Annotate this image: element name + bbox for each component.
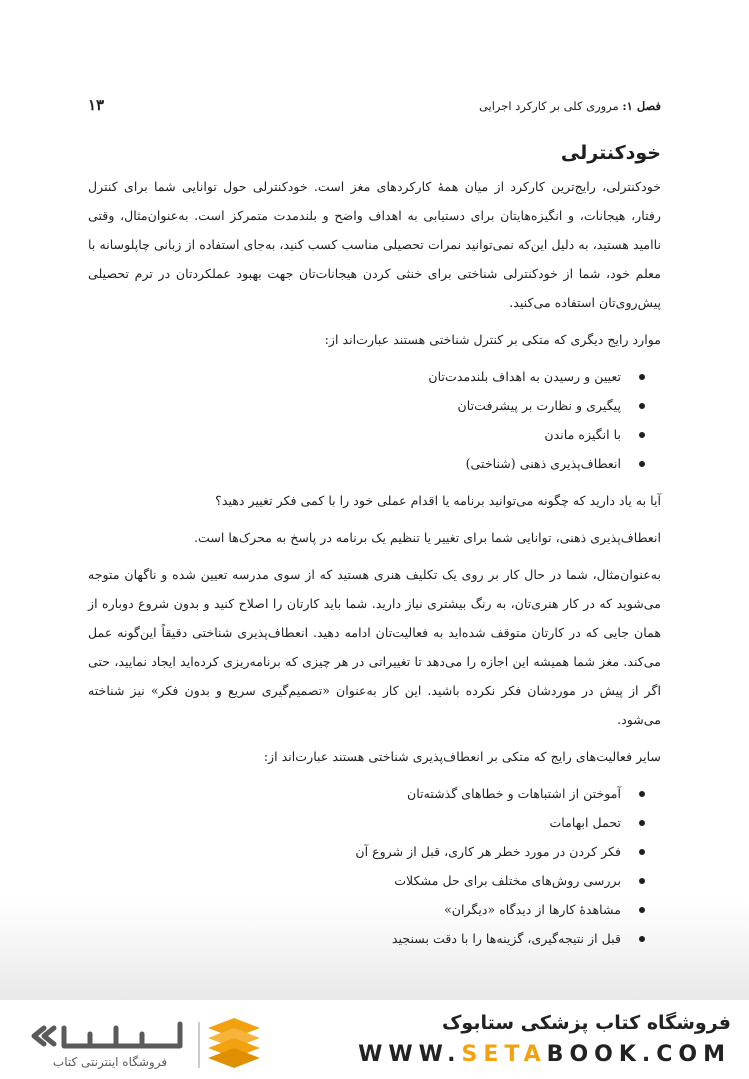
page-number: ۱۳ (88, 96, 105, 114)
list-item: با انگیزه ماندن (88, 420, 621, 449)
running-header (88, 96, 661, 120)
bullet-list (88, 779, 661, 953)
paragraph: موارد رایج دیگری که متکی بر کنترل شناختی هستند عبارت‌اند از: (324, 332, 661, 347)
list-item: تحمل ابهامات (88, 808, 621, 837)
store-banner (0, 1000, 749, 1079)
url-accent: SETA (461, 1042, 547, 1067)
paragraph: خودکنترلی، رایج‌ترین کارکرد از میان همهٔ کارکردهای مغز است. خودکنترلی حول توانایی شما برای کنترل رفتار، هیجانات، و انگیزه‌هایتان برای دستیابی به اهداف واضح و بلندمدت متمرکز است. به‌عنوان‌مثال، وقتی ناامید هستید، به دلیل این‌که نمی‌توانید نمرات تحصیلی مناسب کسب کنید، به‌جای استفاده از زبانی چاپلوسانه با معلم خود، شما از خودکنترلی شناختی برای خنثی کردن هیجانات‌تان جهت بهبود عملکردتان در ترم تحصیلی پیش‌روی‌تان استفاده می‌کنید. (88, 179, 661, 310)
paragraph: سایر فعالیت‌های رایج که متکی بر انعطاف‌پذیری شناختی هستند عبارت‌اند از: (263, 749, 661, 764)
list-item: فکر کردن در مورد خطر هر کاری، قبل از شروع آن (88, 837, 621, 866)
logo-caption: فروشگاه اینترنتی کتاب (52, 1055, 168, 1069)
store-logo (30, 1014, 260, 1074)
url-prefix: WWW. (358, 1042, 462, 1067)
list-item: تعیین و رسیدن به اهداف بلندمدت‌تان (88, 362, 621, 391)
list-item: قبل از نتیجه‌گیری، گزینه‌ها را با دقت بسنجید (88, 924, 621, 953)
chapter-title: مروری کلی بر کارکرد اجرایی (478, 99, 619, 113)
chapter-heading (479, 99, 661, 113)
paragraph: آیا به یاد دارید که چگونه می‌توانید برنامه یا اقدام عملی خود را با کمی فکر تغییر دهید؟ (215, 493, 661, 508)
paragraph: به‌عنوان‌مثال، شما در حال کار بر روی یک تکلیف هنری هستید که از سوی مدرسه تعیین شده و ناگهان متوجه می‌شوید که در کار هنری‌تان، به رنگ بیشتری نیاز دارید. شما باید کارتان را اصلاح کنید و بدون شروع دوباره از همان جایی که در کارتان متوقف شده‌اید به فعالیت‌تان ادامه دهید. انعطاف‌پذیری شناختی دقیقاً این‌گونه عمل می‌کند. مغز شما همیشه این اجازه را می‌دهد تا تغییراتی در هر چیزی که برنامه‌ریزی کرده‌اید ایجاد نمایید، حتی اگر از پیش در موردشان فکر نکرده باشید. این کار به‌عنوان «تصمیم‌گیری سریع و بدون فکر» نیز شناخته می‌شود. (88, 567, 661, 727)
list-item: پیگیری و نظارت بر پیشرفت‌تان (88, 391, 621, 420)
store-url[interactable] (358, 1042, 731, 1067)
logo-wordmark (34, 1024, 180, 1046)
bullet-list (88, 362, 661, 478)
paragraph: انعطاف‌پذیری ذهنی، توانایی شما برای تغییر یا تنظیم یک برنامه در پاسخ به محرک‌ها است. (193, 530, 661, 545)
list-item: مشاهدهٔ کارها از دیدگاه «دیگران» (88, 895, 621, 924)
store-name: فروشگاه کتاب پزشکی ستابوک (441, 1012, 731, 1034)
list-item: آموختن از اشتباهات و خطاهای گذشته‌تان (88, 779, 621, 808)
list-item: انعطاف‌پذیری ذهنی (شناختی) (88, 449, 621, 478)
chapter-label: فصل ۱: (622, 99, 661, 113)
section-title: خودکنترلی (560, 142, 661, 164)
list-item: بررسی روش‌های مختلف برای حل مشکلات (88, 866, 621, 895)
book-stack-icon (208, 1018, 260, 1068)
url-suffix: BOOK.COM (546, 1042, 731, 1067)
page-body (88, 138, 661, 961)
